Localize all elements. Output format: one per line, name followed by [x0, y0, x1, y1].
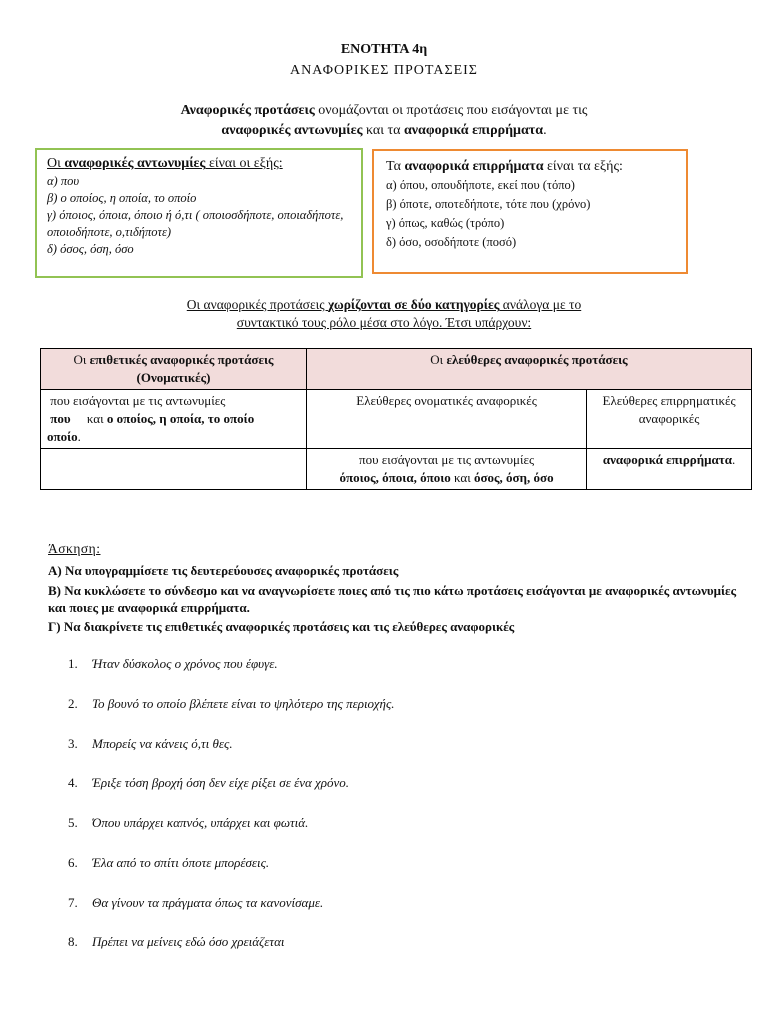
- cell-free-nominal-desc: που εισάγονται με τις αντωνυμίες όποιος, όποια, όποιο και όσος, όση, όσο: [306, 449, 586, 490]
- pronoun-box: [35, 148, 363, 278]
- cell-free-adverbial-desc: αναφορικά επιρρήματα.: [587, 449, 752, 490]
- intro-paragraph: [60, 101, 708, 141]
- adverb-box-heading: Τα αναφορικά επιρρήματα είναι τα εξής:: [386, 159, 623, 174]
- instruction-c: Γ) Να διακρίνετε τις επιθετικές αναφορικές προτάσεις και τις ελεύθερες αναφορικές: [48, 619, 515, 634]
- pronoun-item: α) που: [47, 174, 80, 188]
- intro-text: ονομάζονται οι προτάσεις που εισάγονται με τις: [314, 103, 588, 118]
- header-adjectival: Οι επιθετικές αναφορικές προτάσεις (Ονοματικές): [41, 349, 307, 390]
- pronoun-item: β) ο οποίος, η οποία, το οποίο: [47, 191, 197, 205]
- intro-adverbs: αναφορικά επιρρήματα: [403, 123, 544, 138]
- cell-free-adverbial: Ελεύθερες επιρρηματικές αναφορικές: [587, 390, 752, 449]
- cell-empty: [41, 449, 307, 490]
- pronoun-item: δ) όσος, όση, όσο: [47, 242, 134, 256]
- adverb-item: γ) όπως, καθώς (τρόπο): [386, 216, 505, 230]
- intro-and: και τα: [362, 123, 404, 138]
- cell-adjectival-desc: που εισάγονται με τις αντωνυμίες που και ο οποίος, η οποία, το οποίο οποίο.: [41, 390, 307, 449]
- sentence-item: 1. Ήταν δύσκολος ο χρόνος που έφυγε.: [68, 656, 278, 671]
- sentence-item: 4. Έριξε τόση βροχή όση δεν είχε ρίξει σε ένα χρόνο.: [68, 775, 350, 790]
- adverb-item: α) όπου, οπουδήποτε, εκεί που (τόπο): [386, 178, 575, 192]
- header-free: Οι ελεύθερες αναφορικές προτάσεις: [306, 349, 751, 390]
- exercise-title: Άσκηση:: [48, 541, 101, 556]
- instruction-a: Α) Να υπογραμμίσετε τις δευτερεύουσες αναφορικές προτάσεις: [48, 563, 399, 578]
- sentence-item: 7. Θα γίνουν τα πράγματα όπως τα κανονίσαμε.: [68, 895, 324, 910]
- pronoun-item: γ) όποιος, όποια, όποιο ή ό,τι ( οποιοσδήποτε, οποιαδήποτε, οποιοδήποτε, ο,τιδήποτε): [47, 208, 344, 239]
- sentence-item: 2. Το βουνό το οποίο βλέπετε είναι το ψηλότερο της περιοχής.: [68, 696, 395, 711]
- sentence-item: 8. Πρέπει να μείνεις εδώ όσο χρειάζεται: [68, 934, 285, 949]
- intro-term: Αναφορικές προτάσεις: [180, 103, 315, 118]
- relative-clauses-table: [40, 348, 752, 490]
- sentence-item: 5. Όπου υπάρχει καπνός, υπάρχει και φωτιά.: [68, 815, 309, 830]
- pronoun-box-heading: Οι αναφορικές αντωνυμίες είναι οι εξής:: [47, 156, 283, 171]
- adverb-item: δ) όσο, οσοδήποτε (ποσό): [386, 235, 517, 249]
- instruction-b: Β) Να κυκλώσετε το σύνδεσμο και να αναγνωρίσετε ποιες από τις πιο κάτω προτάσεις εισάγονται με αναφορικές αντωνυμίες και ποιες με αναφορικά επιρρήματα.: [48, 583, 737, 615]
- categories-paragraph: Οι αναφορικές προτάσεις χωρίζονται σε δύο κατηγορίες ανάλογα με το συντακτικό τους ρόλο μέσα στο λόγο. Έτσι υπάρχουν:: [186, 297, 582, 330]
- adverb-box: [372, 149, 688, 274]
- cell-free-nominal: Ελεύθερες ονοματικές αναφορικές: [306, 390, 586, 449]
- topic-title: ΑΝΑΦΟΡΙΚΕΣ ΠΡΟΤΑΣΕΙΣ: [290, 63, 478, 78]
- intro-pronouns: αναφορικές αντωνυμίες: [221, 123, 363, 138]
- sentence-item: 3. Μπορείς να κάνεις ό,τι θες.: [68, 736, 233, 751]
- adverb-item: β) όποτε, οποτεδήποτε, τότε που (χρόνο): [386, 197, 591, 211]
- intro-end: .: [543, 123, 547, 138]
- sentence-item: 6. Έλα από το σπίτι όποτε μπορέσεις.: [68, 855, 270, 870]
- unit-title: ΕΝΟΤΗΤΑ 4η: [340, 42, 428, 57]
